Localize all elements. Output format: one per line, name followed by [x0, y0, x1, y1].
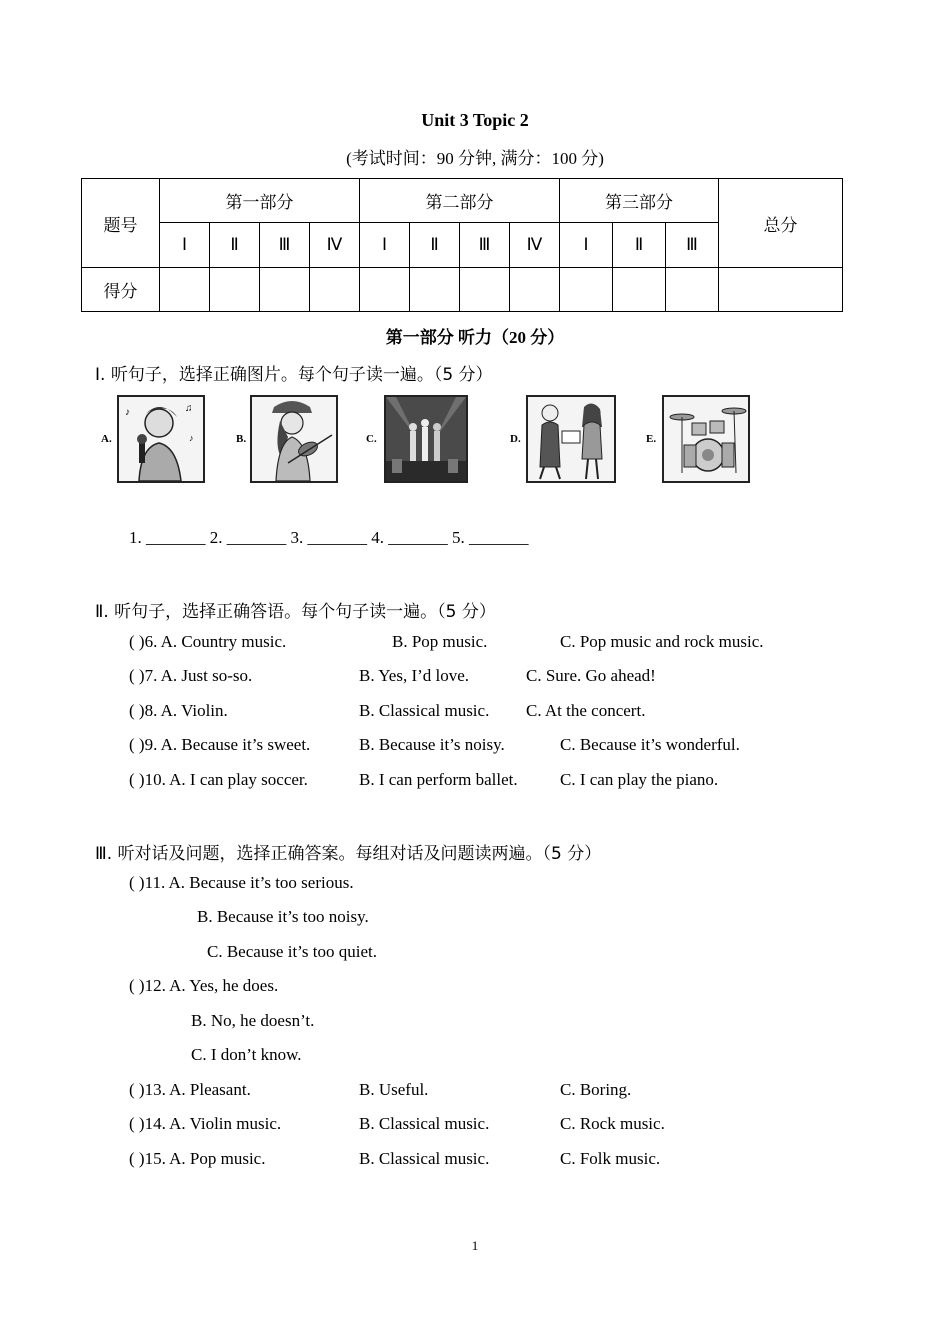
question-14-a: ( )14. A. Violin music. — [129, 1114, 282, 1133]
score-table — [81, 178, 843, 312]
picture-d — [510, 393, 616, 485]
question-15-b: B. Classical music. — [359, 1149, 490, 1168]
section-3-heading: Ⅲ. 听对话及问题，选择正确答案。每组对话及问题读两遍。（5 分） — [95, 844, 602, 864]
score-label: 得分 — [82, 268, 160, 312]
section-1-heading: Ⅰ. 听句子，选择正确图片。每个句子读一遍。（5 分） — [95, 365, 493, 385]
question-7-c: C. Sure. Go ahead! — [526, 666, 656, 685]
question-9-a: ( )9. A. Because it’s sweet. — [129, 735, 311, 754]
picture-e — [646, 393, 750, 485]
sub-header: Ⅳ — [510, 223, 560, 268]
page-title: Unit 3 Topic 2 — [421, 110, 529, 130]
part-two-header: 第二部分 — [360, 179, 560, 223]
picture-c — [366, 393, 470, 485]
total-header: 总分 — [719, 179, 843, 268]
question-7-a: ( )7. A. Just so-so. — [129, 666, 253, 685]
question-6-c: C. Pop music and rock music. — [560, 632, 764, 651]
picture-label: D. — [510, 433, 521, 445]
score-cell[interactable] — [666, 268, 719, 312]
concert-stage-icon — [384, 395, 468, 483]
question-7-b: B. Yes, I’d love. — [359, 666, 470, 685]
question-12-a: ( )12. A. Yes, he does. — [129, 976, 279, 995]
picture-label: B. — [236, 433, 247, 445]
question-11-c: C. Because it’s too quiet. — [207, 942, 377, 961]
question-9-c: C. Because it’s wonderful. — [560, 735, 740, 754]
score-cell[interactable] — [310, 268, 360, 312]
score-cell[interactable] — [613, 268, 666, 312]
question-15-a: ( )15. A. Pop music. — [129, 1149, 266, 1168]
score-cell[interactable] — [410, 268, 460, 312]
score-cell[interactable] — [260, 268, 310, 312]
picture-label: C. — [366, 433, 377, 445]
question-10-b: B. I can perform ballet. — [359, 770, 518, 789]
answer-blanks[interactable]: 1. _______ 2. _______ 3. _______ 4. _______ 5. _______ — [129, 528, 529, 547]
svg-text:♪: ♪ — [189, 433, 194, 443]
question-12-b: B. No, he doesn’t. — [191, 1011, 315, 1030]
question-8-c: C. At the concert. — [526, 701, 646, 720]
question-10-c: C. I can play the piano. — [560, 770, 719, 789]
score-cell[interactable] — [460, 268, 510, 312]
sub-header: Ⅲ — [666, 223, 719, 268]
sub-header: Ⅱ — [410, 223, 460, 268]
sub-header: Ⅳ — [310, 223, 360, 268]
question-14-b: B. Classical music. — [359, 1114, 490, 1133]
section-2-heading: Ⅱ. 听句子，选择正确答语。每个句子读一遍。（5 分） — [95, 602, 496, 622]
score-cell[interactable] — [560, 268, 613, 312]
sub-header: Ⅰ — [560, 223, 613, 268]
score-cell[interactable] — [210, 268, 260, 312]
question-12-c: C. I don’t know. — [191, 1045, 302, 1064]
question-8-b: B. Classical music. — [359, 701, 490, 720]
drum-kit-icon — [662, 395, 750, 483]
sub-header: Ⅱ — [613, 223, 666, 268]
question-6-b: B. Pop music. — [392, 632, 488, 651]
picture-b — [236, 393, 340, 485]
question-9-b: B. Because it’s noisy. — [359, 735, 505, 754]
sub-header: Ⅰ — [160, 223, 210, 268]
exam-info: (考试时间：90 分钟, 满分：100 分) — [346, 149, 604, 168]
sub-header: Ⅲ — [460, 223, 510, 268]
question-13-a: ( )13. A. Pleasant. — [129, 1080, 251, 1099]
question-11-a: ( )11. A. Because it’s too serious. — [129, 873, 354, 892]
svg-text:♪: ♪ — [125, 407, 130, 418]
part-one-header: 第一部分 — [160, 179, 360, 223]
sub-header: Ⅱ — [210, 223, 260, 268]
picture-label: E. — [646, 433, 657, 445]
sub-header: Ⅰ — [360, 223, 410, 268]
picture-a — [101, 393, 205, 485]
score-cell[interactable] — [510, 268, 560, 312]
svg-text:♫: ♫ — [185, 403, 193, 414]
question-11-b: B. Because it’s too noisy. — [197, 907, 369, 926]
question-8-a: ( )8. A. Violin. — [129, 701, 228, 720]
part-one-title: 第一部分 听力（20 分） — [385, 328, 565, 347]
question-15-c: C. Folk music. — [560, 1149, 661, 1168]
singer-icon — [117, 395, 205, 483]
part-three-header: 第三部分 — [560, 179, 719, 223]
sub-header: Ⅲ — [260, 223, 310, 268]
page-number: 1 — [471, 1238, 479, 1253]
total-score-cell[interactable] — [719, 268, 843, 312]
question-14-c: C. Rock music. — [560, 1114, 665, 1133]
question-number-label: 题号 — [82, 179, 160, 268]
question-13-b: B. Useful. — [359, 1080, 429, 1099]
violinist-icon — [250, 395, 338, 483]
question-10-a: ( )10. A. I can play soccer. — [129, 770, 308, 789]
score-cell[interactable] — [360, 268, 410, 312]
gift-exchange-icon — [526, 395, 616, 483]
question-6-a: ( )6. A. Country music. — [129, 632, 287, 651]
picture-label: A. — [101, 433, 112, 445]
question-13-c: C. Boring. — [560, 1080, 632, 1099]
score-cell[interactable] — [160, 268, 210, 312]
